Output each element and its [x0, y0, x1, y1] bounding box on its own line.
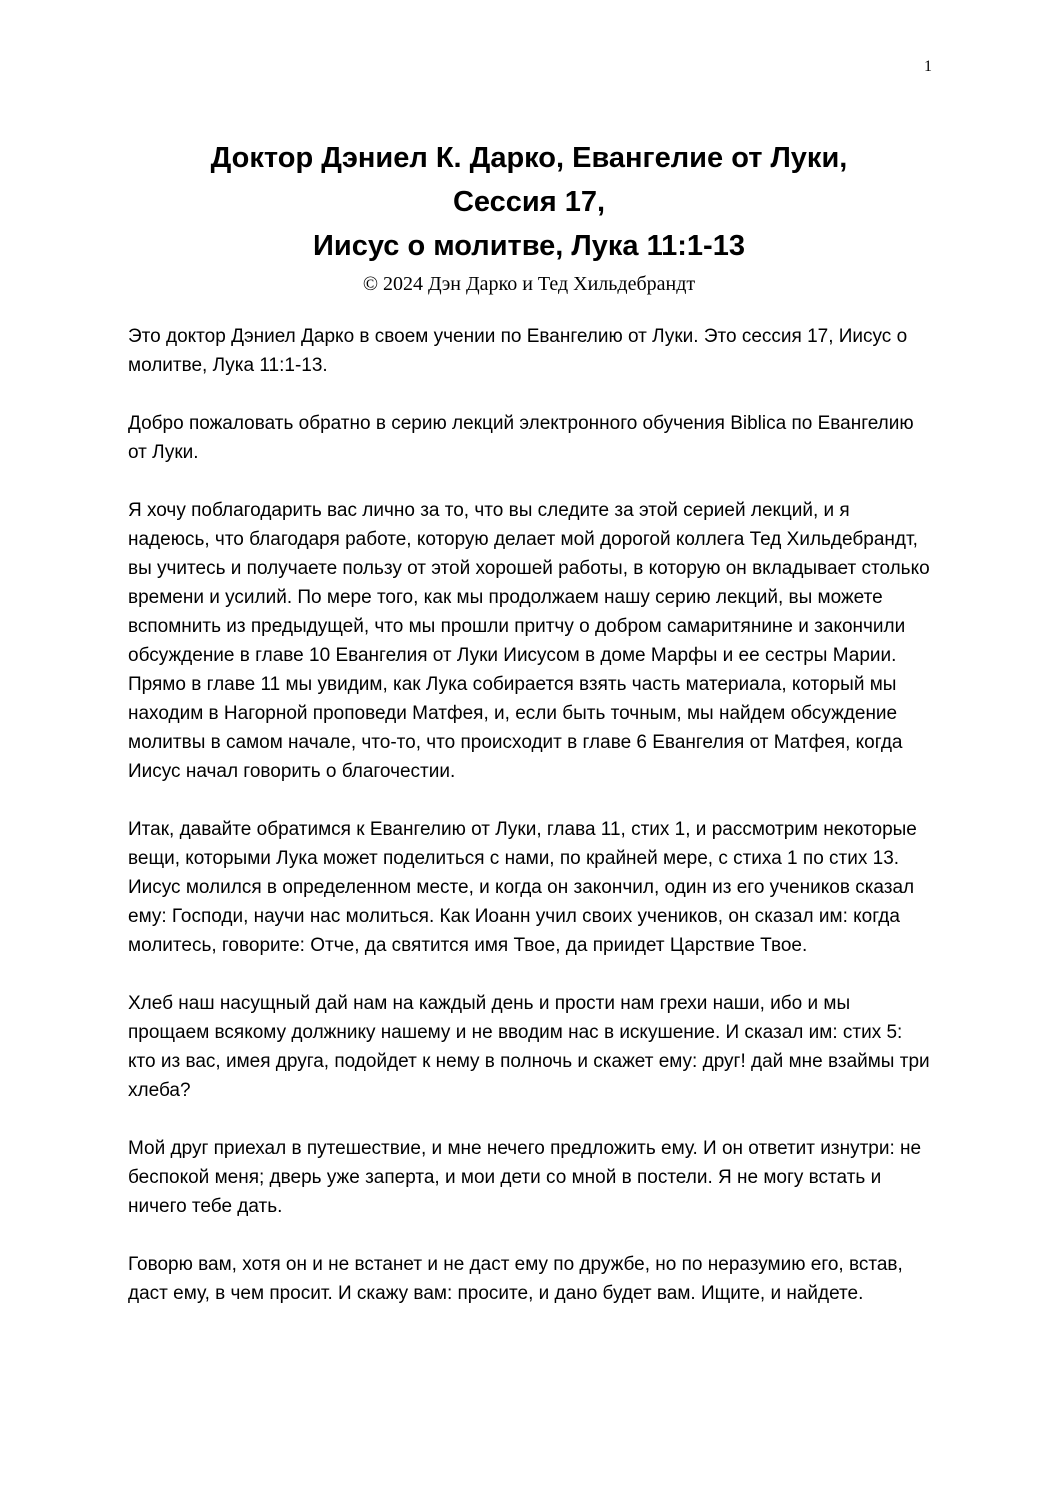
paragraph-ask-seek: Говорю вам, хотя он и не встанет и не даст ему по дружбе, но по неразумию его, встав, даст ему, в чем просит. И скажу вам: просите, и дано будет вам. Ищите, и найдете.	[128, 1254, 903, 1304]
title-line-2: Сессия 17,	[452, 186, 606, 218]
copyright-line: © 2024 Дэн Дарко и Тед Хильдебрандт	[362, 273, 696, 295]
title-line-1: Доктор Дэниел К. Дарко, Евангелие от Луки,	[210, 142, 848, 174]
paragraph-intro: Это доктор Дэниел Дарко в своем учении по Евангелию от Луки. Это сессия 17, Иисус о молитве, Лука 11:1-13.	[128, 326, 908, 376]
paragraph-welcome: Добро пожаловать обратно в серию лекций электронного обучения Biblica по Евангелию от Луки.	[128, 413, 914, 463]
paragraph-luke-11-1: Итак, давайте обратимся к Евангелию от Луки, глава 11, стих 1, и рассмотрим некоторые вещи, которыми Лука может поделиться с нами, по крайней мере, с стиха 1 по стих 13. Иисус молился в определенном месте, и когда он закончил, один из его учеников сказал ему: Господи, научи нас молиться. Как Иоанн учил своих учеников, он сказал им: когда молитесь, говорите: Отче, да святится имя Твое, да приидет Царствие Твое.	[128, 819, 917, 956]
paragraph-daily-bread: Хлеб наш насущный дай нам на каждый день и прости нам грехи наши, ибо и мы прощаем всякому должнику нашему и не вводим нас в искушение. И сказал им: стих 5: кто из вас, имея друга, подойдет к нему в полночь и скажет ему: друг! дай мне взаймы три хлеба?	[128, 993, 930, 1101]
paragraph-friend-journey: Мой друг приехал в путешествие, и мне нечего предложить ему. И он ответит изнутри: не беспокой меня; дверь уже заперта, и мои дети со мной в постели. Я не могу встать и ничего тебе дать.	[128, 1138, 922, 1217]
document-title	[100, 136, 958, 268]
document-body	[128, 322, 932, 1308]
page-number: 1	[924, 58, 932, 75]
paragraph-thanks: Я хочу поблагодарить вас лично за то, что вы следите за этой серией лекций, и я надеюсь, что благодаря работе, которую делает мой дорогой коллега Тед Хильдебрандт, вы учитесь и получаете пользу от этой хорошей работы, в которую он вкладывает столько времени и усилий. По мере того, как мы продолжаем нашу серию лекций, вы можете вспомнить из предыдущей, что мы прошли притчу о добром самаритянине и закончили обсуждение в главе 10 Евангелия от Луки Иисусом в доме Марфы и ее сестры Марии. Прямо в главе 11 мы увидим, как Лука собирается взять часть материала, который мы находим в Нагорной проповеди Матфея, и, если быть точным, мы найдем обсуждение молитвы в самом начале, что-то, что происходит в главе 6 Евангелия от Матфея, когда Иисус начал говорить о благочестии.	[128, 500, 930, 782]
title-line-3: Иисус о молитве, Лука 11:1-13	[313, 230, 745, 262]
